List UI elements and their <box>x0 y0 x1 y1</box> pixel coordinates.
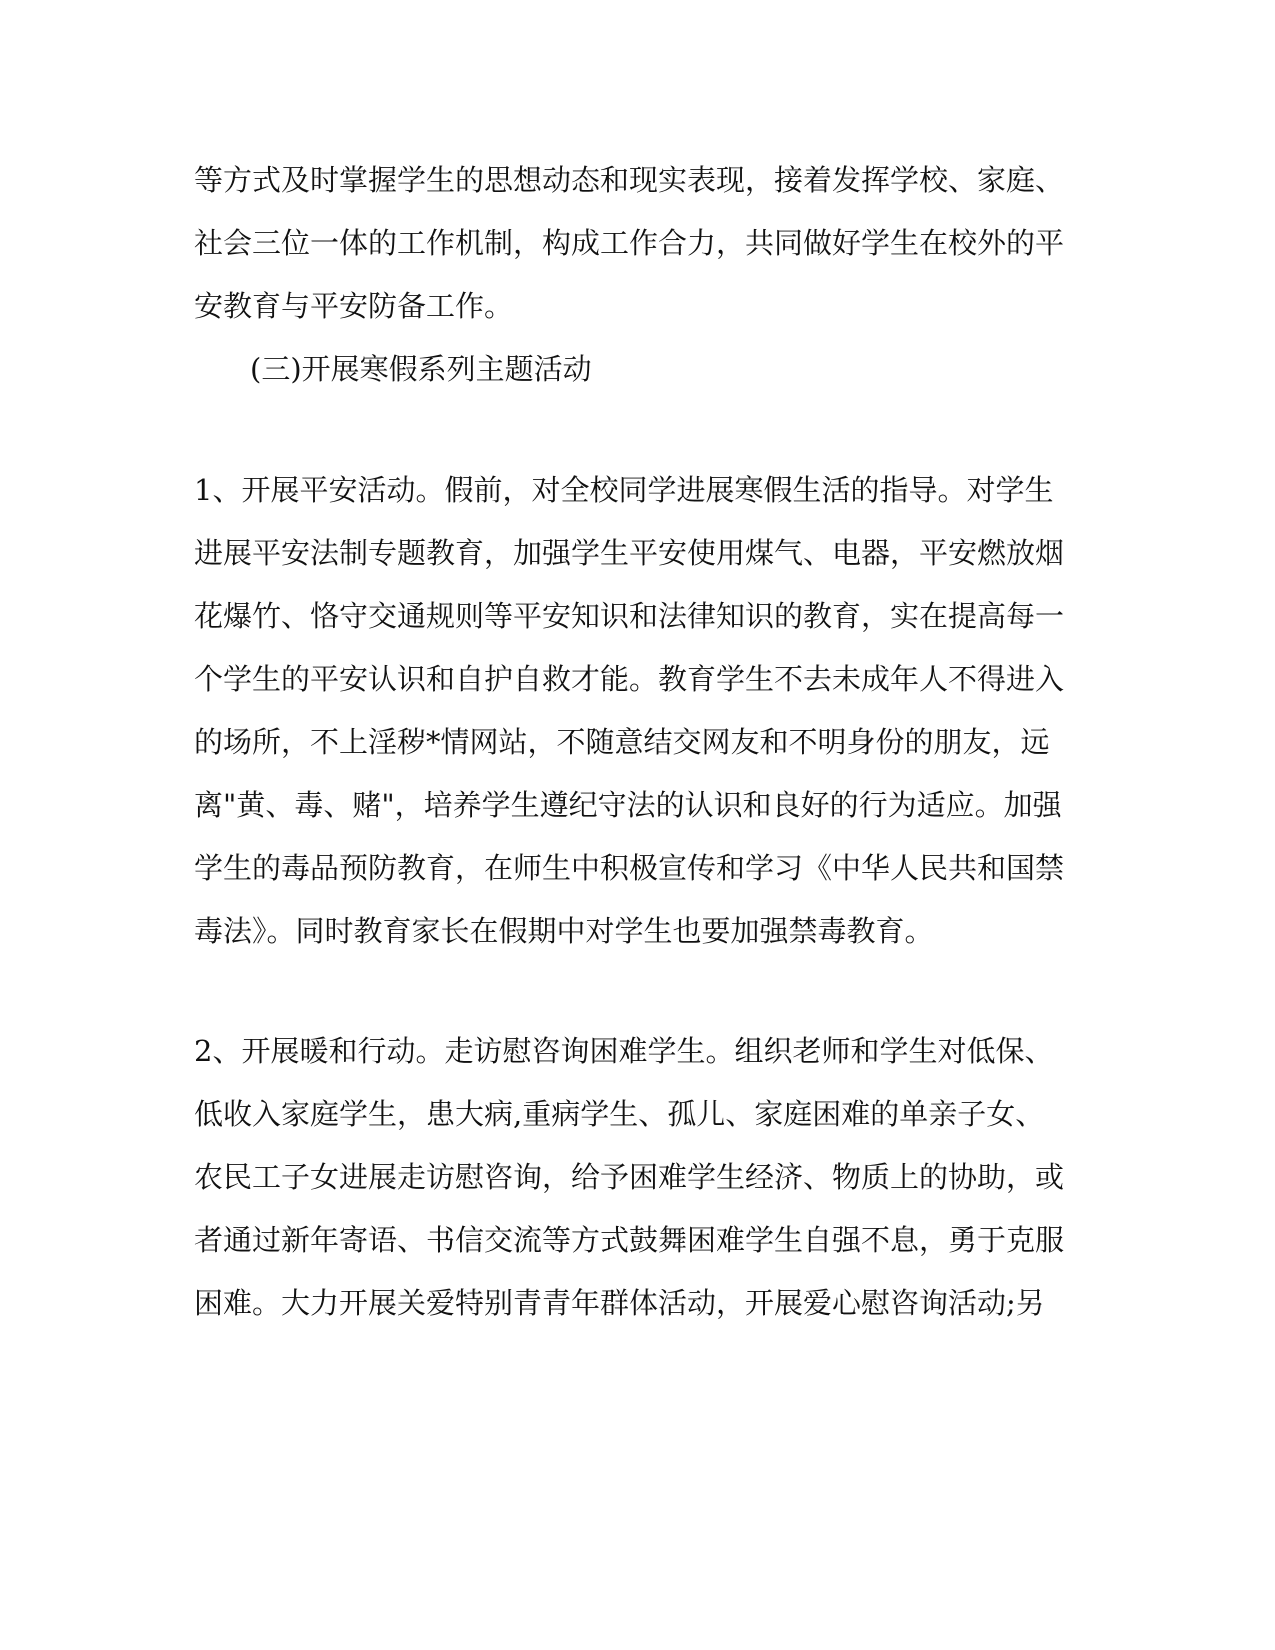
text-line: 等方式及时掌握学生的思想动态和现实表现，接着发挥学校、家庭、 <box>194 163 1065 197</box>
text-line: 2、开展暖和行动。走访慰咨询困难学生。组织老师和学生对低保、 <box>194 1034 1054 1068</box>
text-line: 的场所，不上淫秽*情网站，不随意结交网友和不明身份的朋友，远 <box>194 725 1050 759</box>
text-line: 花爆竹、恪守交通规则等平安知识和法律知识的教育，实在提高每一 <box>194 599 1065 633</box>
text-line: 安教育与平安防备工作。 <box>194 289 514 323</box>
text-line: 进展平安法制专题教育，加强学生平安使用煤气、电器，平安燃放烟 <box>194 536 1065 570</box>
text-line: 者通过新年寄语、书信交流等方式鼓舞困难学生自强不息，勇于克服 <box>194 1223 1065 1257</box>
text-line: 农民工子女进展走访慰咨询，给予困难学生经济、物质上的协助，或 <box>194 1160 1065 1194</box>
text-line: 学生的毒品预防教育，在师生中积极宣传和学习《中华人民共和国禁 <box>194 851 1065 885</box>
section-heading: (三)开展寒假系列主题活动 <box>250 352 592 386</box>
text-line: 毒法》。同时教育家长在假期中对学生也要加强禁毒教育。 <box>194 914 934 948</box>
text-line: 社会三位一体的工作机制，构成工作合力，共同做好学生在校外的平 <box>194 226 1065 260</box>
text-line: 低收入家庭学生，患大病,重病学生、孤儿、家庭困难的单亲子女、 <box>194 1097 1045 1131</box>
text-line: 离"黄、毒、赌"，培养学生遵纪守法的认识和良好的行为适应。加强 <box>194 788 1062 822</box>
text-line: 个学生的平安认识和自护自救才能。教育学生不去未成年人不得进入 <box>194 662 1065 696</box>
text-line: 1、开展平安活动。假前，对全校同学进展寒假生活的指导。对学生 <box>194 473 1054 507</box>
text-line: 困难。大力开展关爱特别青青年群体活动，开展爱心慰咨询活动;另 <box>194 1286 1045 1320</box>
